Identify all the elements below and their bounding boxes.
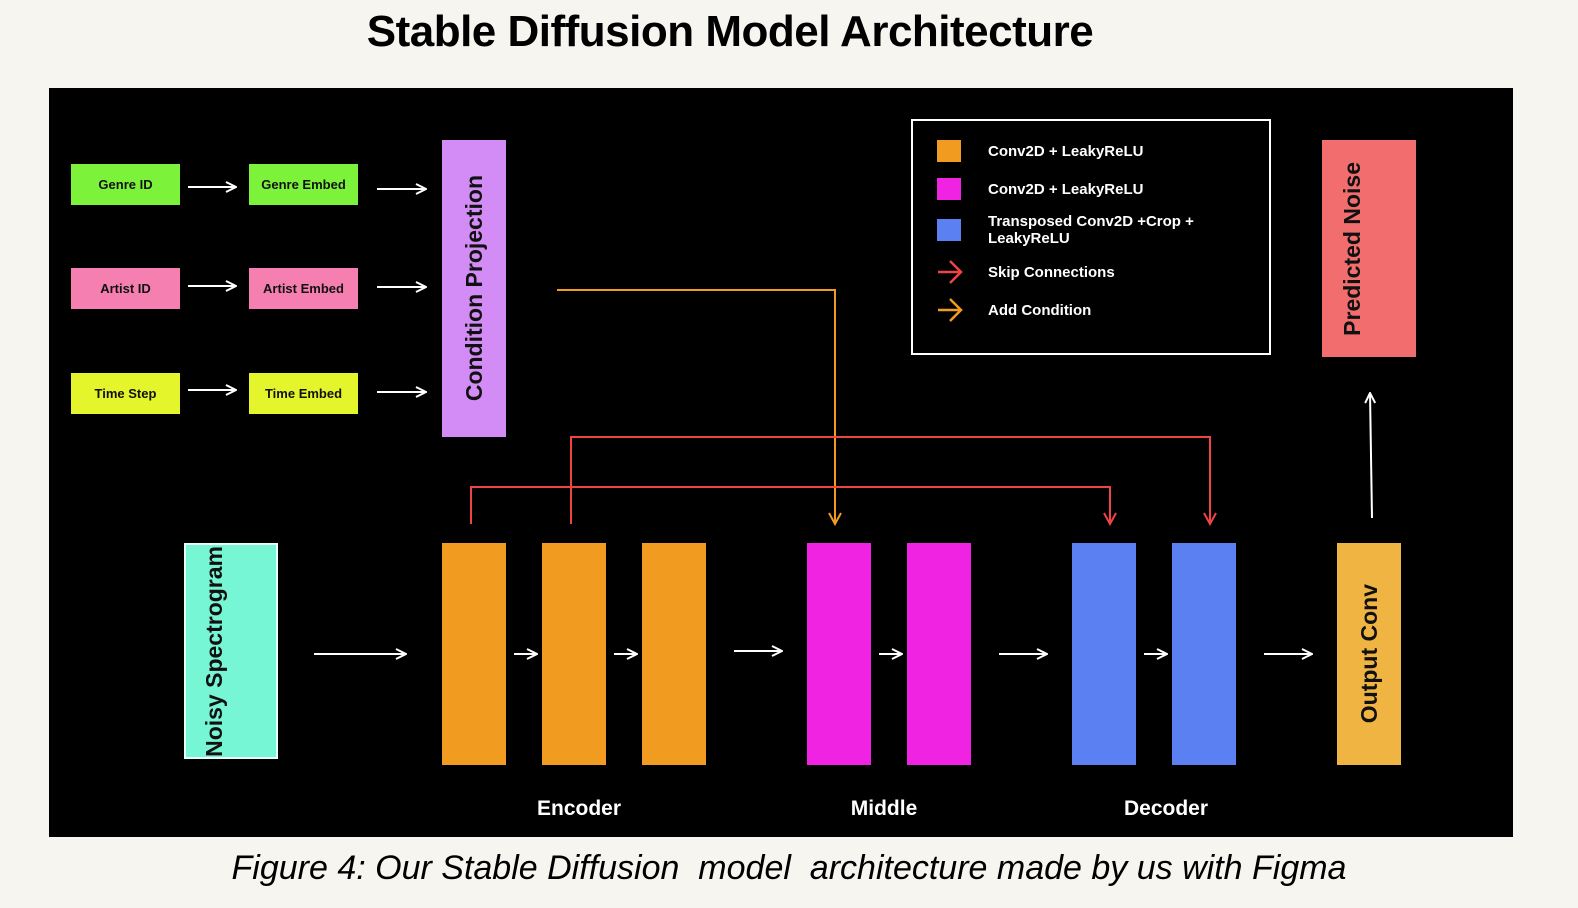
legend-label: Add Condition bbox=[988, 301, 1092, 319]
skip-connection-outer bbox=[571, 437, 1210, 524]
legend-label: Skip Connections bbox=[988, 263, 1115, 281]
legend-item-skip-connections bbox=[937, 259, 1115, 285]
genre-id-box: Genre ID bbox=[71, 164, 180, 205]
predicted-noise-label: Predicted Noise bbox=[1339, 161, 1365, 336]
architecture-diagram bbox=[49, 88, 1513, 837]
encoder-block-2 bbox=[542, 543, 606, 765]
noisy-spectrogram-label: Noisy Spectrogram bbox=[201, 545, 227, 757]
encoder-block-1 bbox=[442, 543, 506, 765]
arrow-output-conv-to-predicted-noise bbox=[1370, 393, 1372, 518]
decoder-block-1 bbox=[1072, 543, 1136, 765]
skip-connection-inner bbox=[471, 487, 1110, 524]
artist-id-box: Artist ID bbox=[71, 268, 180, 309]
legend-item-add-condition bbox=[937, 297, 1091, 323]
figure-title: Stable Diffusion Model Architecture bbox=[366, 7, 1094, 56]
legend-label: Conv2D + LeakyReLU bbox=[988, 180, 1144, 198]
legend-item-transposed-conv bbox=[937, 213, 1248, 247]
noisy-spectrogram-box bbox=[184, 543, 278, 759]
add-condition-line bbox=[557, 290, 835, 524]
genre-embed-box: Genre Embed bbox=[249, 164, 358, 205]
arrow-right-icon bbox=[937, 297, 963, 323]
decoder-label: Decoder bbox=[1123, 797, 1209, 820]
middle-block-2 bbox=[907, 543, 971, 765]
legend-swatch-orange bbox=[937, 140, 961, 162]
legend-swatch-blue bbox=[937, 219, 961, 241]
figure-caption: Figure 4: Our Stable Diffusion model architecture made by us with Figma bbox=[231, 849, 1347, 887]
condition-projection-box bbox=[442, 140, 506, 437]
output-conv-label: Output Conv bbox=[1355, 584, 1382, 724]
encoder-label: Encoder bbox=[536, 797, 622, 820]
legend-item-middle-conv bbox=[937, 178, 1143, 200]
legend-item-encoder-conv bbox=[937, 140, 1143, 162]
arrow-right-icon bbox=[937, 259, 963, 285]
legend-swatch-magenta bbox=[937, 178, 961, 200]
time-step-box: Time Step bbox=[71, 373, 180, 414]
artist-embed-box: Artist Embed bbox=[249, 268, 358, 309]
decoder-block-2 bbox=[1172, 543, 1236, 765]
time-embed-box: Time Embed bbox=[249, 373, 358, 414]
output-conv-box bbox=[1337, 543, 1401, 765]
legend-label: Conv2D + LeakyReLU bbox=[988, 142, 1144, 160]
legend-label: Transposed Conv2D +Crop + LeakyReLU bbox=[988, 213, 1194, 247]
condition-projection-label: Condition Projection bbox=[460, 175, 487, 402]
middle-label: Middle bbox=[850, 797, 918, 820]
predicted-noise-box bbox=[1322, 140, 1416, 357]
middle-block-1 bbox=[807, 543, 871, 765]
encoder-block-3 bbox=[642, 543, 706, 765]
legend bbox=[911, 119, 1271, 355]
